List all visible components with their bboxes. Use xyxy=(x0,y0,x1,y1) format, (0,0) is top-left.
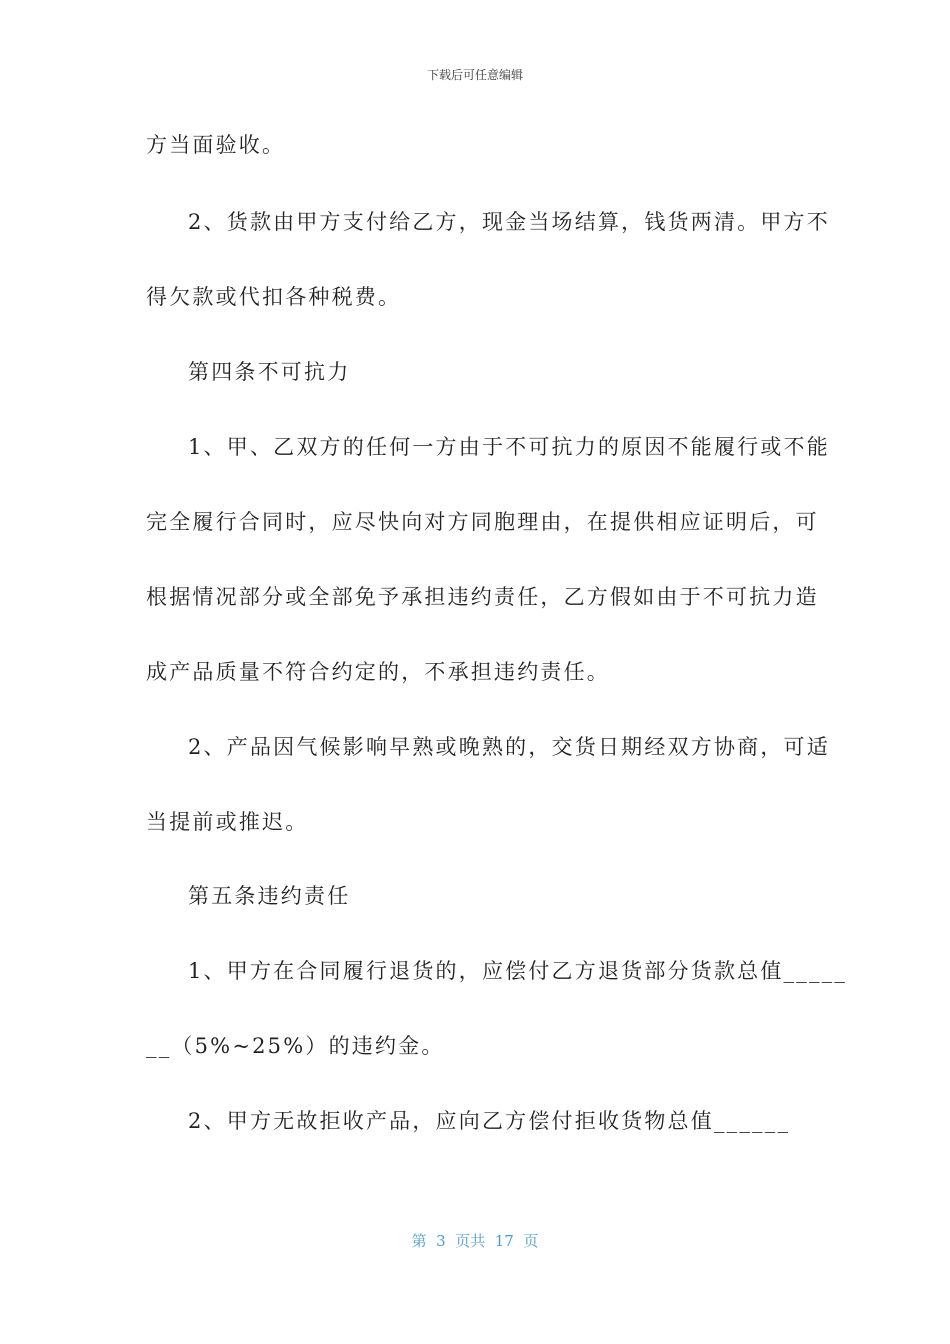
page-number-footer: 第 3 页共 17 页 xyxy=(411,1232,539,1250)
text-line: 1、甲、乙双方的任何一方由于不可抗力的原因不能履行或不能 xyxy=(188,435,830,459)
text-line: 2、甲方无故拒收产品，应向乙方偿付拒收货物总值______ xyxy=(188,1109,791,1133)
text-line: 2、产品因气候影响早熟或晚熟的，交货日期经双方协商，可适 xyxy=(188,735,830,759)
page-header-note: 下载后可任意编辑 xyxy=(426,68,523,82)
text-line: 根据情况部分或全部免予承担违约责任，乙方假如由于不可抗力造 xyxy=(146,585,819,609)
text-line: __（5%~25%）的违约金。 xyxy=(146,1034,445,1058)
text-line: 成产品质量不符合约定的，不承担违约责任。 xyxy=(146,660,610,684)
text-line: 2、货款由甲方支付给乙方，现金当场结算，钱货两清。甲方不 xyxy=(188,210,830,234)
text-line: 1、甲方在合同履行退货的，应偿付乙方退货部分货款总值_____ xyxy=(188,959,848,983)
text-line: 当提前或推迟。 xyxy=(146,810,309,834)
text-line: 得欠款或代扣各种税费。 xyxy=(146,285,402,309)
text-line: 完全履行合同时，应尽快向对方同胞理由，在提供相应证明后，可 xyxy=(146,510,819,534)
section-heading: 第五条违约责任 xyxy=(188,884,351,908)
section-heading: 第四条不可抗力 xyxy=(188,360,351,384)
text-line: 方当面验收。 xyxy=(146,133,286,157)
